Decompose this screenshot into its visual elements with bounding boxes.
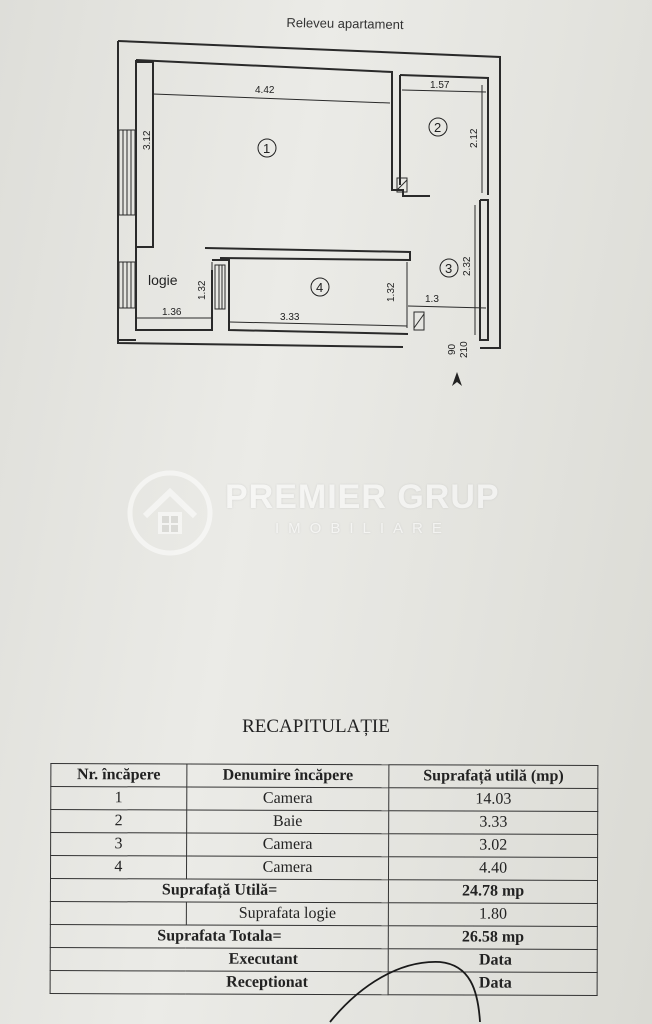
row-area: 4.40 — [389, 857, 598, 881]
logie-area-label: Suprafata logie — [186, 902, 389, 926]
header-area: Suprafață utilă (mp) — [389, 765, 598, 789]
dim-room2-width: 1.57 — [430, 80, 450, 91]
logie-label: logie — [148, 272, 178, 288]
row-name: Camera — [186, 833, 389, 857]
door-label-bottom: 210 — [459, 341, 470, 358]
watermark-name: PREMIER GRUP — [225, 478, 500, 516]
recap-title: RECAPITULAȚIE — [242, 716, 390, 737]
header-name: Denumire încăpere — [187, 764, 390, 788]
dim-room3-width: 1.3 — [425, 294, 439, 305]
dim-room2-height: 2.12 — [469, 128, 480, 148]
row-nr: 2 — [51, 810, 187, 833]
dim-logie-height: 1.32 — [197, 280, 208, 300]
header-nr: Nr. încăpere — [51, 764, 187, 787]
row-area: 14.03 — [389, 788, 598, 812]
row-area: 3.33 — [389, 811, 598, 835]
util-area-value: 24.78 mp — [389, 880, 598, 904]
dim-room1-width: 4.42 — [255, 85, 275, 96]
dim-room4-height: 1.32 — [386, 282, 397, 302]
room-number-1: 1 — [263, 141, 271, 156]
executant-date: Data — [388, 949, 597, 973]
plan-title: Releveu apartament — [286, 14, 404, 33]
row-nr: 1 — [51, 787, 187, 810]
receptionat-date: Data — [388, 972, 597, 996]
dim-room1-height: 3.12 — [142, 130, 153, 150]
dim-logie-width: 1.36 — [162, 307, 182, 318]
row-nr: 4 — [51, 856, 187, 879]
total-area-value: 26.58 mp — [389, 926, 598, 950]
row-nr: 3 — [51, 833, 187, 856]
total-area-label: Suprafata Totala= — [50, 925, 388, 949]
util-area-label: Suprafață Utilă= — [50, 879, 388, 903]
watermark-subtitle: IMOBILIARE — [275, 520, 451, 537]
row-name: Camera — [186, 787, 389, 811]
executant-label: Executant — [50, 948, 388, 972]
dim-room4-width: 3.33 — [280, 312, 300, 323]
room-number-3: 3 — [445, 261, 453, 276]
logie-area-value: 1.80 — [389, 903, 598, 927]
row-name: Baie — [186, 810, 389, 834]
receptionat-label: Receptionat — [50, 971, 388, 995]
row-area: 3.02 — [389, 834, 598, 858]
row-name: Camera — [186, 856, 389, 880]
dim-room3-height: 2.32 — [462, 256, 473, 276]
room-number-2: 2 — [434, 120, 442, 135]
door-label-top: 90 — [447, 343, 458, 355]
room-number-4: 4 — [316, 280, 324, 295]
